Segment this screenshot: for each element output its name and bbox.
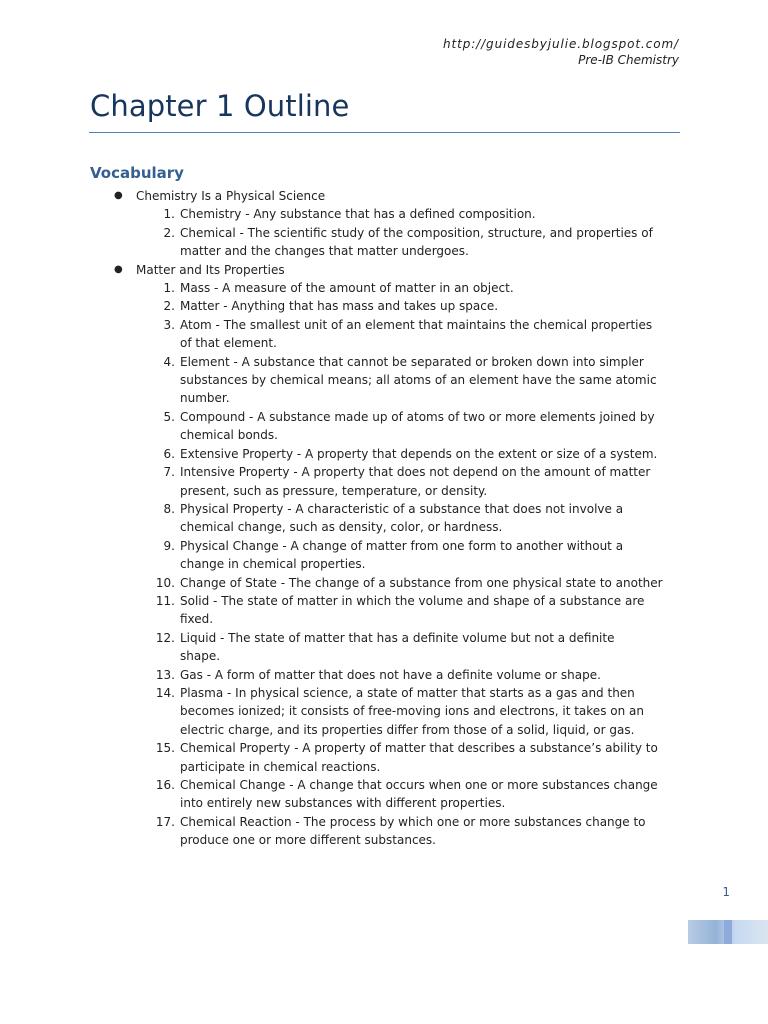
bullet-point-icon: ●: [114, 190, 123, 201]
list-item: [0, 666, 768, 684]
list-item: [0, 408, 768, 445]
item-number: 2.: [163, 299, 175, 314]
definition-line: Matter - Anything that has mass and takes up space.: [180, 299, 499, 314]
item-number: 13.: [155, 667, 175, 682]
item-number: 4.: [163, 354, 175, 369]
item-number: 11.: [155, 593, 175, 608]
list-item: [0, 813, 768, 850]
bullet-topic: [0, 187, 768, 205]
page-corner-tab: [688, 920, 768, 944]
section-heading-vocabulary: Vocabulary: [90, 164, 184, 182]
definition-line: change in chemical properties.: [180, 557, 366, 572]
definition-line: Chemical Change - A change that occurs when one or more substances change: [180, 778, 658, 792]
definition-line: Chemistry - Any substance that has a defined composition.: [180, 207, 536, 222]
item-number: 14.: [155, 685, 175, 700]
list-item: [0, 739, 768, 776]
bullet-point-icon: ●: [114, 263, 123, 275]
item-number: 15.: [155, 741, 175, 756]
definition-line: Chemical Reaction - The process by which one or more substances change to: [180, 814, 646, 829]
list-item: [0, 353, 768, 408]
item-number: 1.: [163, 207, 175, 222]
bullet-topic: [0, 261, 768, 279]
page-corner-tab-notch: [724, 920, 732, 944]
item-number: 9.: [163, 538, 175, 553]
definition-line: number.: [180, 391, 230, 406]
definition-line: Mass - A measure of the amount of matter in an object.: [180, 281, 514, 296]
definition-line: Atom - The smallest unit of an element that maintains the chemical properties: [180, 317, 653, 332]
item-number: 8.: [163, 501, 175, 516]
definition-line: participate in chemical reactions.: [180, 759, 381, 774]
definition-line: Element - A substance that cannot be separated or broken down into simpler: [180, 354, 644, 369]
definition-line: Extensive Property - A property that depends on the extent or size of a system.: [180, 446, 658, 461]
item-number: 5.: [163, 409, 175, 424]
definition-line: Solid - The state of matter in which the volume and shape of a substance are: [180, 593, 645, 608]
definition-line: present, such as pressure, temperature, or density.: [180, 483, 488, 498]
page-number: 1: [722, 885, 730, 899]
definition-line: chemical change, such as density, color, or hardness.: [180, 520, 503, 535]
list-item: [0, 224, 768, 261]
definition-line: Chemical - The scientific study of the composition, structure, and properties of: [180, 225, 653, 240]
item-number: 1.: [163, 281, 175, 296]
title-underline: [89, 132, 680, 133]
list-item: [0, 445, 768, 463]
definition-line: produce one or more different substances.: [180, 833, 436, 848]
definition-line: Intensive Property - A property that does not depend on the amount of matter: [180, 465, 651, 480]
topic-label: Chemistry Is a Physical Science: [136, 189, 326, 203]
item-number: 2.: [163, 225, 175, 240]
numbered-list: [0, 279, 768, 850]
list-item: [0, 463, 768, 500]
definition-line: Physical Change - A change of matter from one form to another without a: [180, 538, 624, 553]
list-item: [0, 500, 768, 537]
list-item: [0, 684, 768, 739]
item-number: 12.: [155, 630, 175, 645]
definition-line: fixed.: [180, 612, 214, 627]
item-number: 7.: [163, 465, 175, 480]
item-number: 16.: [155, 778, 175, 792]
item-number: 10.: [155, 575, 175, 590]
definition-line: Physical Property - A characteristic of a substance that does not involve a: [180, 501, 624, 516]
numbered-list: [0, 205, 768, 260]
subject-label: Pre-IB Chemistry: [578, 53, 679, 67]
definition-line: of that element.: [180, 336, 277, 351]
vocabulary-outline: [0, 187, 768, 850]
definition-line: Gas - A form of matter that does not have a definite volume or shape.: [180, 667, 601, 682]
definition-line: substances by chemical means; all atoms of an element have the same atomic: [180, 373, 657, 388]
topic-label: Matter and Its Properties: [136, 262, 285, 277]
item-number: 6.: [163, 446, 175, 461]
blog-url: http://guidesbyjulie.blogspot.com/: [442, 37, 679, 51]
item-number: 17.: [155, 814, 175, 829]
definition-line: becomes ionized; it consists of free-moving ions and electrons, it takes on an: [180, 704, 644, 719]
list-item: [0, 629, 768, 666]
definition-line: Plasma - In physical science, a state of matter that starts as a gas and then: [180, 685, 635, 700]
list-item: [0, 537, 768, 574]
page-title: Chapter 1 Outline: [90, 89, 350, 123]
page-header: [443, 36, 679, 68]
list-item: [0, 297, 768, 315]
definition-line: Compound - A substance made up of atoms of two or more elements joined by: [180, 409, 655, 424]
list-item: [0, 205, 768, 223]
definition-line: Liquid - The state of matter that has a definite volume but not a definite: [180, 630, 615, 645]
list-item: [0, 316, 768, 353]
list-item: [0, 574, 768, 592]
list-item: [0, 776, 768, 813]
definition-line: chemical bonds.: [180, 428, 278, 443]
definition-line: electric charge, and its properties differ from those of a solid, liquid, or gas.: [180, 722, 635, 737]
definition-line: Change of State - The change of a substance from one physical state to another: [180, 575, 663, 590]
definition-line: matter and the changes that matter undergoes.: [180, 244, 469, 259]
list-item: [0, 279, 768, 297]
definition-line: shape.: [180, 649, 221, 664]
definition-line: Chemical Property - A property of matter that describes a substance’s ability to: [180, 741, 658, 756]
definition-line: into entirely new substances with different properties.: [180, 796, 506, 811]
list-item: [0, 592, 768, 629]
item-number: 3.: [163, 317, 175, 332]
